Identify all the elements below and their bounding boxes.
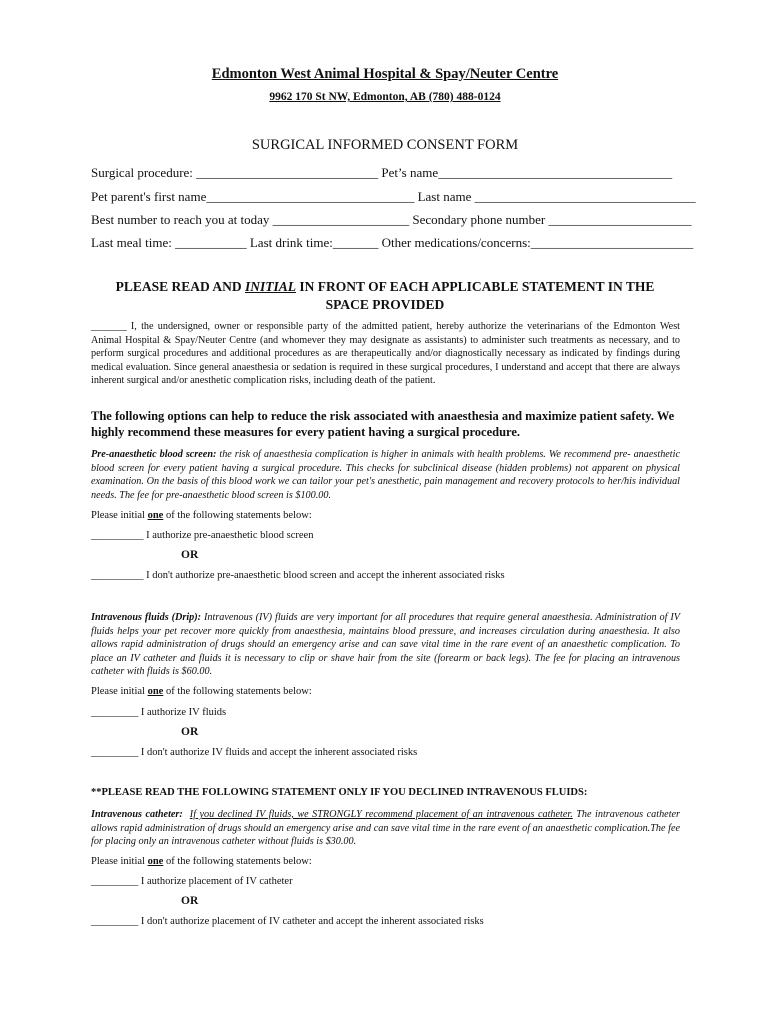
please-initial-blood: Please initial one of the following statements below:	[91, 510, 312, 521]
blood-screen-description: Pre-anaesthetic blood screen: the risk of anaesthesia complication is higher in animals with health problems. We recommend pre- anaesthetic blood screen for every patient having a surgical procedure. This checks for subclinical disease (hidden problems) not apparent on physical examination. On the basis of this blood work we can tailor your pet's anesthetic, pain management and recovery protocols to her/his individual needs. The fee for pre-anaesthetic blood screen is $100.00.	[91, 449, 680, 501]
iv-catheter-label: Intravenous catheter:	[91, 809, 183, 820]
iv-fluids-description: Intravenous fluids (Drip): Intravenous (IV) fluids are very important for all procedures that require general anaesthesia. Administration of IV fluids helps your pet recover more quickly from anaesthesia, maintains blood pressure, and increases circulation during anaesthesia. It also allows rapid administration of drugs should an emergency arise and can save vital time in the rare event of an anaesthetic complication. To place an IV catheter and fluids it is necessary to clip or shave hair from the site (forearm or back legs). The fee for placing an intravenous catheter with fluids is $60.00.	[91, 612, 680, 678]
phone-number-field[interactable]: Best number to reach you at today _____________________ Secondary phone number ______________________	[91, 212, 692, 227]
last-meal-field[interactable]: Last meal time: ___________ Last drink time:_______ Other medications/concerns:_________________________	[91, 235, 694, 250]
or-label: OR	[181, 549, 199, 561]
iv-catheter-decline-line[interactable]: _________ I don't authorize placement of IV catheter and accept the inherent associated risks	[91, 916, 484, 927]
authorization-statement: _______ I, the undersigned, owner or responsible party of the admitted patient, hereby authorize the veterinarians of the Edmonton West Animal Hospital & Spay/Neuter Centre (and whomever they may designate as assistants) to administer such treatments as necessary, and to perform surgical procedures and additional procedures as are therapeutically and/or diagnostically necessary as indicated by findings during medical evaluation. Since general anaesthesia or sedation is required in these surgical procedures, I understand and accept that there are always inherent surgical and/or anesthetic complication risks, including death of the patient.	[91, 321, 680, 387]
initial-word: INITIAL	[245, 279, 297, 294]
blood-screen-label: Pre-anaesthetic blood screen:	[91, 449, 217, 460]
please-initial-catheter: Please initial one of the following statements below:	[91, 856, 312, 867]
surgical-procedure-field[interactable]: Surgical procedure: ____________________________ Pet’s name____________________________________	[91, 165, 673, 180]
iv-fluids-label: Intravenous fluids (Drip):	[91, 612, 202, 623]
iv-fluids-decline-line[interactable]: _________ I don't authorize IV fluids and accept the inherent associated risks	[91, 747, 418, 758]
blood-screen-decline-line[interactable]: __________ I don't authorize pre-anaesthetic blood screen and accept the inherent associated risks	[91, 570, 505, 581]
options-note: The following options can help to reduce the risk associated with anaesthesia and maximize patient safety. We highly recommend these measures for every patient having a surgical procedure.	[91, 409, 675, 439]
declined-fluids-heading: **PLEASE READ THE FOLLOWING STATEMENT ONLY IF YOU DECLINED INTRAVENOUS FLUIDS:	[91, 787, 588, 798]
iv-catheter-description: Intravenous catheter: If you declined IV fluids, we STRONGLY recommend placement of an intravenous catheter. The intravenous catheter allows rapid administration of drugs should an emergency arise and can save vital time in the rare event of an anaesthetic complication.The fee for placing only an intravenous catheter without fluids is $30.00.	[91, 809, 681, 848]
hospital-name: Edmonton West Animal Hospital & Spay/Neuter Centre	[211, 66, 559, 82]
initial-instruction: PLEASE READ AND INITIAL IN FRONT OF EACH APPLICABLE STATEMENT IN THE SPACE PROVIDED	[115, 279, 655, 312]
pet-parent-name-field[interactable]: Pet parent's first name________________________________ Last name __________________________________	[91, 189, 696, 204]
or-label: OR	[181, 726, 199, 738]
iv-catheter-authorize-line[interactable]: _________ I authorize placement of IV catheter	[91, 876, 293, 887]
blood-screen-authorize-line[interactable]: __________ I authorize pre-anaesthetic blood screen	[91, 530, 314, 541]
or-label: OR	[181, 895, 199, 907]
iv-fluids-authorize-line[interactable]: _________ I authorize IV fluids	[91, 707, 227, 718]
form-title: SURGICAL INFORMED CONSENT FORM	[251, 137, 519, 153]
hospital-address: 9962 170 St NW, Edmonton, AB (780) 488-0124	[269, 91, 501, 103]
please-initial-iv: Please initial one of the following statements below:	[91, 686, 312, 697]
